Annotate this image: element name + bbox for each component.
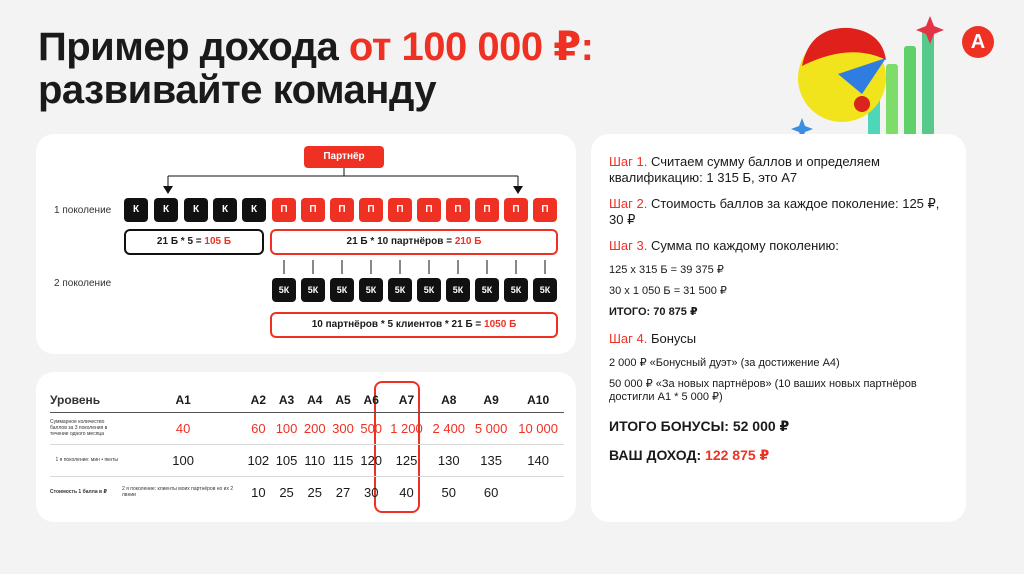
gen2-cost-cell: 10 bbox=[251, 484, 266, 500]
partner-square: П bbox=[388, 198, 412, 222]
level-cell: A1 bbox=[122, 388, 244, 412]
fivek-square: 5К bbox=[330, 278, 354, 302]
calc-total: ИТОГО: 70 875 ₽ bbox=[609, 306, 698, 318]
gen2-label: 2 поколение bbox=[54, 278, 112, 289]
gen1-cost-cell: 135 bbox=[470, 444, 512, 476]
gen1-cost-cell: 125 bbox=[385, 444, 427, 476]
gen1-clients-sum bbox=[124, 229, 264, 255]
gen1-label: 1 поколение bbox=[54, 205, 112, 216]
partner-square: П bbox=[446, 198, 470, 222]
gen1-cost-cell: 110 bbox=[301, 444, 329, 476]
gen2-cost-sublabel: 2 я поколение: клиенты моих партнёров но их 2 лвнии bbox=[122, 486, 234, 499]
title-accent: от 100 000 ₽: bbox=[348, 25, 594, 69]
partner-square: П bbox=[330, 198, 354, 222]
level-cell: A7 bbox=[385, 388, 427, 412]
gen1-cost-cell: 115 bbox=[329, 444, 357, 476]
levels-table bbox=[50, 388, 564, 508]
points-cell: 10 000 bbox=[512, 412, 564, 444]
partner-square: П bbox=[301, 198, 325, 222]
total-bonus: ИТОГО БОНУСЫ: 52 000 ₽ bbox=[609, 418, 790, 434]
title-line1: Пример дохода bbox=[38, 25, 349, 69]
gen2-cost-cell: 50 bbox=[441, 484, 457, 500]
step-4-text: Бонусы bbox=[647, 331, 697, 346]
step-2-text: Стоимость баллов за каждое поколение: 125 ₽, 30 ₽ bbox=[609, 196, 940, 227]
calc-line-2: 30 х 1 050 Б = 31 500 ₽ bbox=[609, 285, 727, 297]
points-cell: 5 000 bbox=[470, 412, 512, 444]
gen1-cost-cell: 130 bbox=[428, 444, 470, 476]
step-4-label: Шаг 4. bbox=[609, 331, 648, 346]
points-cell: 60 bbox=[244, 412, 272, 444]
client-square: К bbox=[213, 198, 237, 222]
step-2-label: Шаг 2. bbox=[609, 196, 648, 211]
points-cell: 100 bbox=[272, 412, 300, 444]
level-cell: A3 bbox=[272, 388, 300, 412]
points-row bbox=[50, 412, 564, 444]
sum-k-value: 105 Б bbox=[204, 236, 232, 247]
gen1-cost-cell: 105 bbox=[272, 444, 300, 476]
fivek-square: 5К bbox=[417, 278, 441, 302]
level-cell: A6 bbox=[357, 388, 385, 412]
points-row-label: Суммарное количество баллов за 3 поколения в течение одного месяца bbox=[50, 412, 122, 444]
level-cell: A2 bbox=[244, 388, 272, 412]
fivek-square: 5К bbox=[359, 278, 383, 302]
gen2-cost-cell: 30 bbox=[363, 484, 379, 500]
bonus-line-1: 2 000 ₽ «Бонусный дуэт» (за достижение А4) bbox=[609, 357, 840, 369]
sum-p-text: 21 Б * 10 партнёров = bbox=[346, 236, 455, 247]
sum-k-text: 21 Б * 5 = bbox=[156, 236, 205, 247]
step-2 bbox=[609, 196, 954, 228]
step-1-text: Считаем сумму баллов и определяем квалификацию: 1 315 Б, это А7 bbox=[609, 154, 880, 185]
fivek-square: 5К bbox=[301, 278, 325, 302]
sum-g2-value: 1050 Б bbox=[484, 319, 517, 330]
gen2-cost-row bbox=[50, 476, 564, 508]
steps-card bbox=[591, 134, 966, 522]
gen2-cost-cell: 25 bbox=[279, 484, 294, 500]
partner-box: Партнёр bbox=[304, 146, 384, 168]
client-square: К bbox=[184, 198, 208, 222]
level-cell: A4 bbox=[301, 388, 329, 412]
sum-g2-text: 10 партнёров * 5 клиентов * 21 Б = bbox=[311, 319, 485, 330]
fivek-square: 5К bbox=[388, 278, 412, 302]
step-1-label: Шаг 1. bbox=[609, 154, 648, 169]
gen2-cost-cell: 25 bbox=[307, 484, 322, 500]
fivek-square: 5К bbox=[504, 278, 528, 302]
level-cell: A8 bbox=[428, 388, 470, 412]
partner-square: П bbox=[533, 198, 557, 222]
level-cell: A5 bbox=[329, 388, 357, 412]
gen2-connectors bbox=[36, 256, 576, 276]
partner-square: П bbox=[475, 198, 499, 222]
gen2-cost-cell: 60 bbox=[483, 484, 499, 500]
income-label: ВАШ ДОХОД: bbox=[609, 447, 706, 463]
partner-square: П bbox=[272, 198, 296, 222]
your-income bbox=[609, 447, 954, 464]
gen1-cost-label: 1 я поколение: мин • пкнты bbox=[50, 444, 122, 476]
gen2-sum bbox=[270, 312, 558, 338]
sum-p-value: 210 Б bbox=[454, 236, 482, 247]
levels-header-row bbox=[50, 388, 564, 412]
fivek-square: 5К bbox=[272, 278, 296, 302]
income-value: 122 875 ₽ bbox=[705, 447, 770, 463]
bonus-line-2: 50 000 ₽ «За новых партнёров» (10 ваших новых партнёров достигли А1 * 5 000 ₽) bbox=[609, 378, 917, 403]
partner-square: П bbox=[417, 198, 441, 222]
gen1-partners-sum bbox=[270, 229, 558, 255]
points-cell: 300 bbox=[329, 412, 357, 444]
partner-square: П bbox=[359, 198, 383, 222]
fivek-square: 5К bbox=[446, 278, 470, 302]
page-title bbox=[38, 26, 593, 112]
client-square: К bbox=[124, 198, 148, 222]
gen1-cost-row bbox=[50, 444, 564, 476]
brand-logo: А bbox=[962, 26, 994, 58]
steps-list bbox=[609, 154, 954, 464]
levels-card bbox=[36, 372, 576, 522]
level-cell: A10 bbox=[512, 388, 564, 412]
partner-arrows bbox=[36, 134, 576, 204]
level-cell: A9 bbox=[470, 388, 512, 412]
points-cell: 40 bbox=[122, 412, 244, 444]
calc-line-1: 125 х 315 Б = 39 375 ₽ bbox=[609, 264, 724, 276]
points-cell: 200 bbox=[301, 412, 329, 444]
mascot-illustration bbox=[790, 12, 950, 140]
fivek-square: 5К bbox=[533, 278, 557, 302]
gen1-cost-cell: 100 bbox=[122, 444, 244, 476]
step-3 bbox=[609, 238, 954, 254]
gen2-cost-cell: 40 bbox=[399, 484, 414, 500]
header-label: Уровень bbox=[50, 388, 122, 412]
points-cell: 500 bbox=[357, 412, 385, 444]
step-3-text: Сумма по каждому поколению: bbox=[647, 238, 839, 253]
client-square: К bbox=[154, 198, 178, 222]
partner-square: П bbox=[504, 198, 528, 222]
points-cell: 1 200 bbox=[385, 412, 427, 444]
cost-label: Стоимость 1 балла в ₽ bbox=[50, 489, 107, 496]
title-line2: развивайте команду bbox=[38, 68, 437, 112]
fivek-square: 5К bbox=[475, 278, 499, 302]
points-cell: 2 400 bbox=[428, 412, 470, 444]
step-1 bbox=[609, 154, 954, 186]
gen1-cost-cell: 140 bbox=[512, 444, 564, 476]
client-square: К bbox=[242, 198, 266, 222]
scheme-card bbox=[36, 134, 576, 354]
step-3-label: Шаг 3. bbox=[609, 238, 648, 253]
gen1-cost-cell: 102 bbox=[244, 444, 272, 476]
gen1-cost-cell: 120 bbox=[357, 444, 385, 476]
step-4 bbox=[609, 331, 954, 347]
gen2-cost-cell: 27 bbox=[335, 484, 351, 500]
